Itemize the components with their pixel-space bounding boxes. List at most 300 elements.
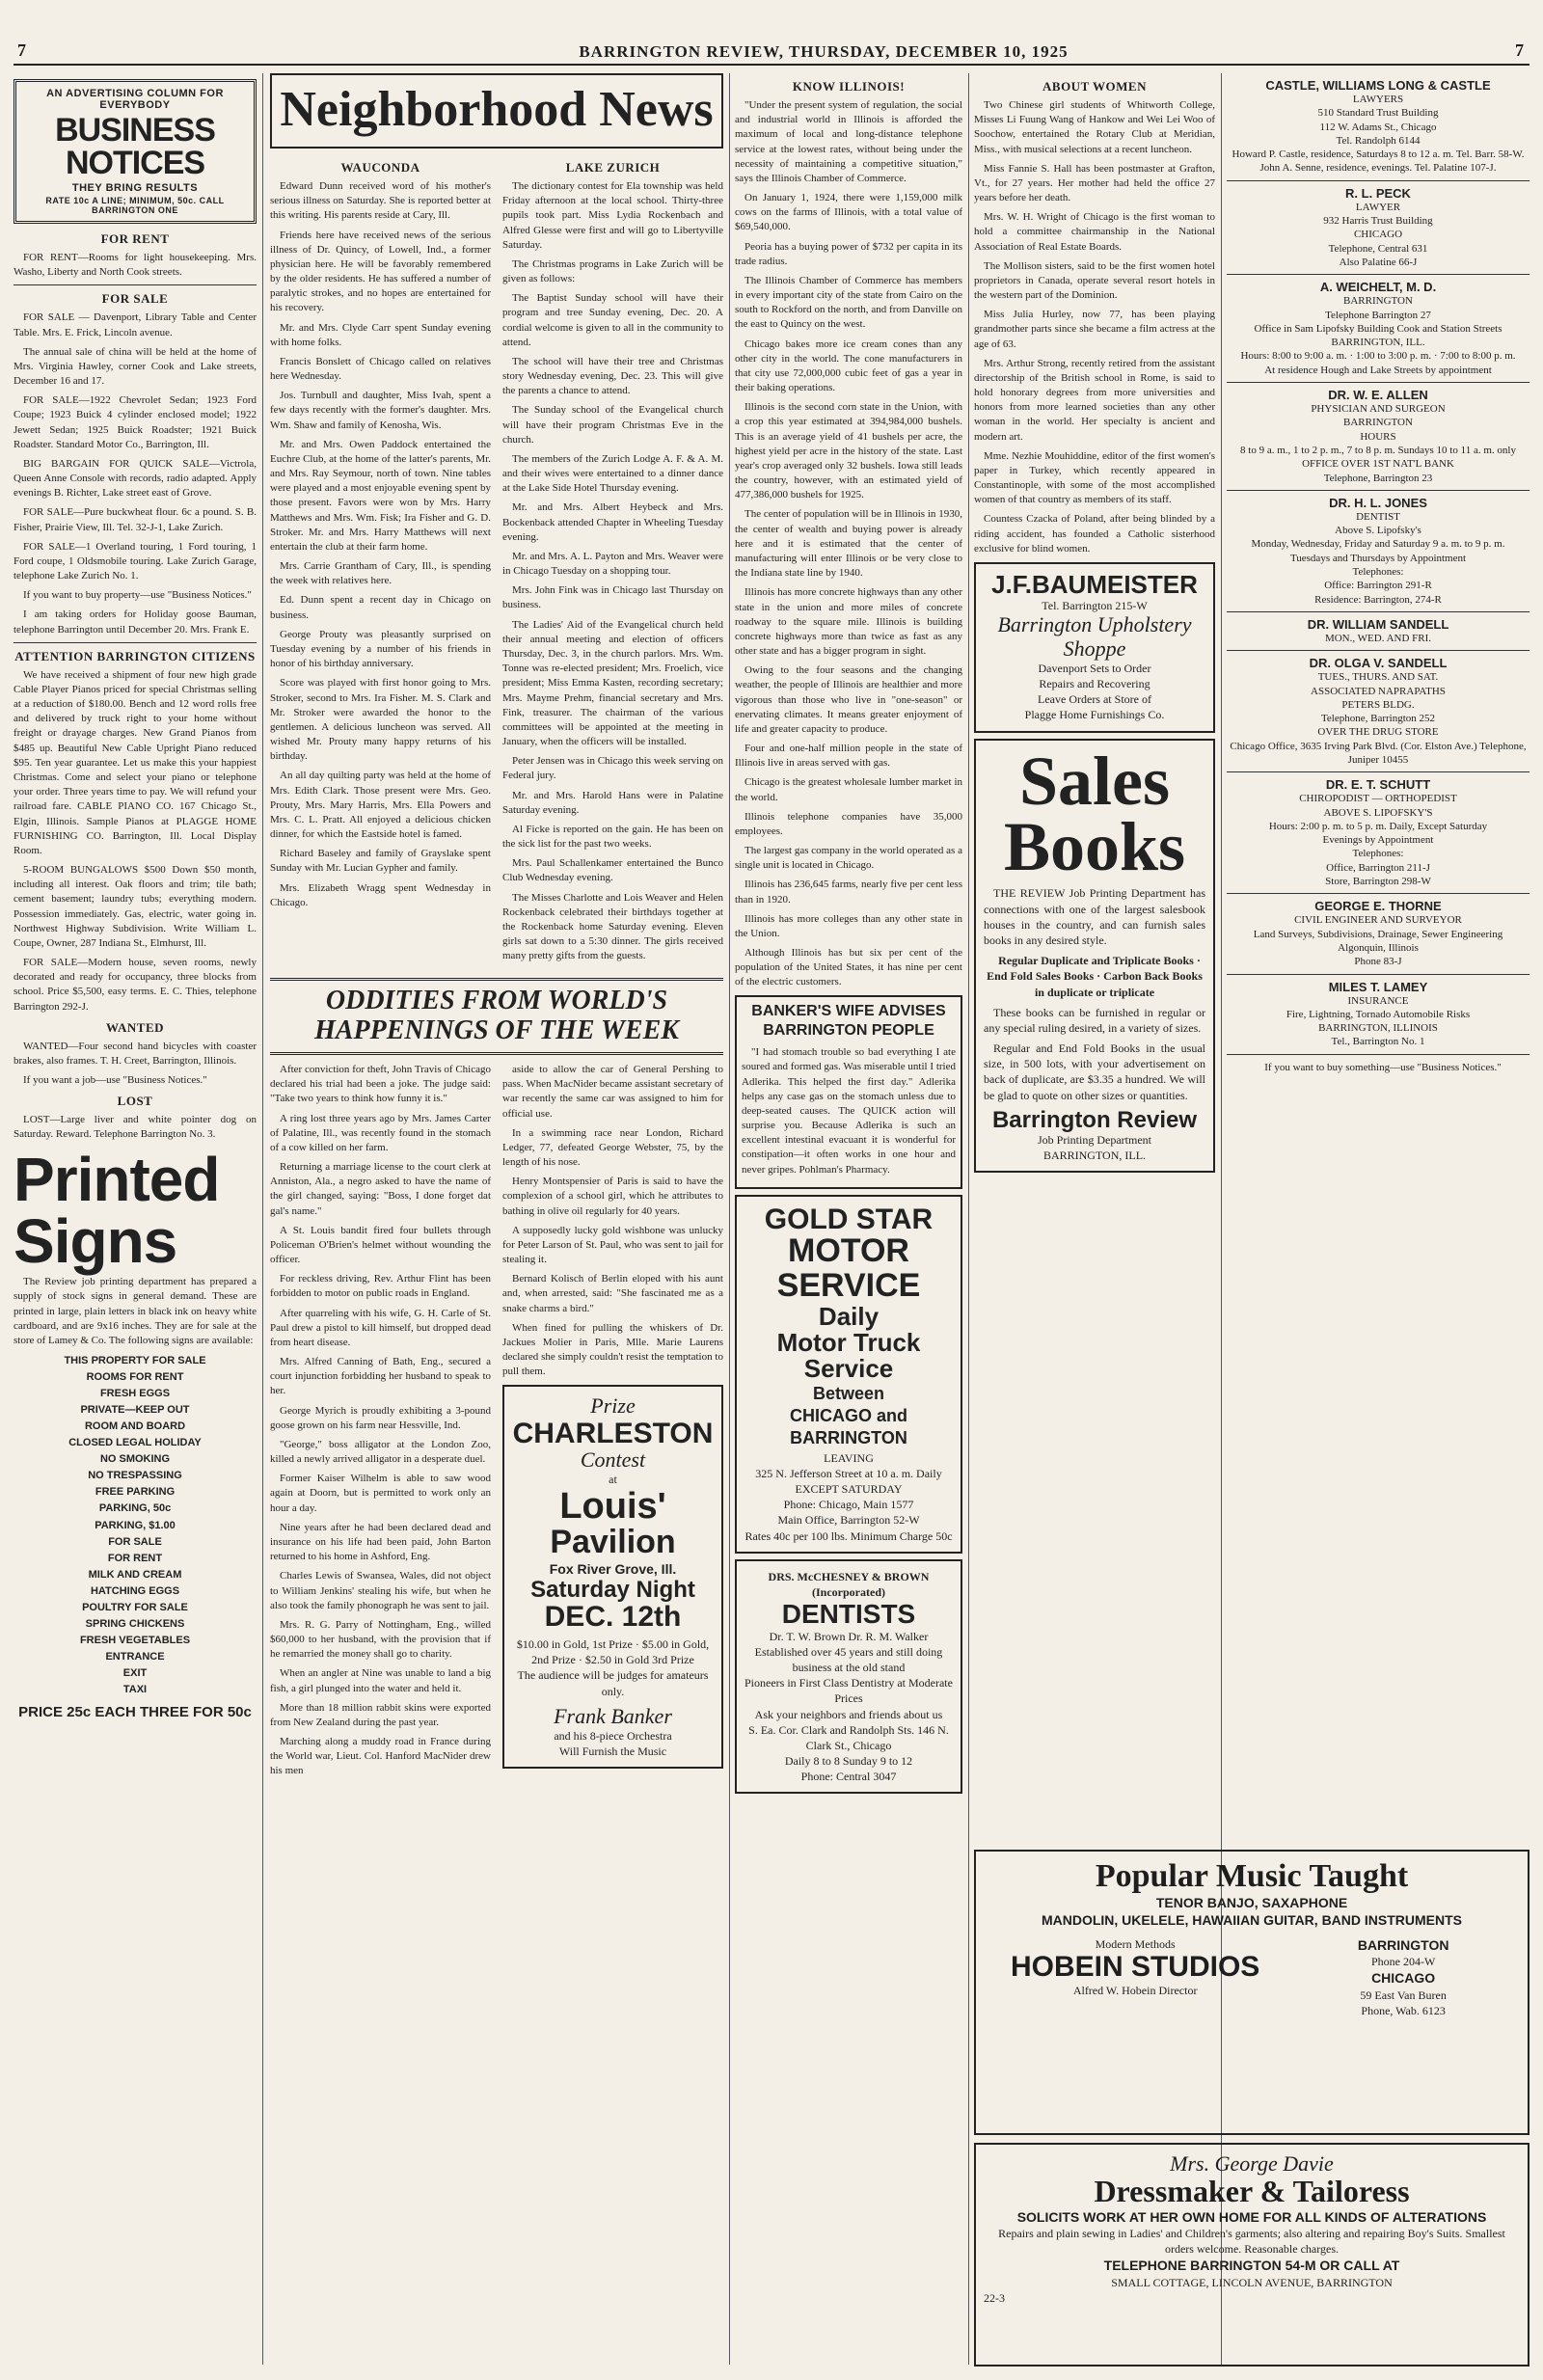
wauconda-items [270,179,491,910]
directory-card-line: BARRINGTON [1343,295,1413,308]
directory-card-line: Telephone, Barrington 252 [1320,713,1436,725]
directory-card-name: GEORGE E. THORNE [1314,899,1442,914]
sign-item: TAXI [122,1683,148,1695]
dentists-addr: S. Ea. Cor. Clark and Randolph Sts. 146 N. Clark St., Chicago [748,1722,949,1752]
directory-card [1227,612,1529,651]
directory-card-line: Howard P. Castle, residence, Saturdays 8 to 12 a. m. Tel. Barr. 58-W. [1232,149,1525,161]
sales-books-text3: Regular and End Fold Books in the usual size, in 500 lots, with your advertisement on back of duplicate, are $3.35 a hundred. We will be glad to quote on other sizes or quantities. [984,1041,1205,1102]
dentists-names: Dr. T. W. Brown Dr. R. M. Walker [769,1629,929,1643]
directory-card-line: HOURS [1360,430,1396,443]
know-illinois-item: Although Illinois has but six per cent of the population of the United States, it has nine per cent of the electric customers. [735,947,962,988]
directory-card-line: PHYSICIAN AND SURGEON [1311,403,1446,416]
oddities-right [502,1063,723,1379]
about-women-item: The Mollison sisters, said to be the first women hotel proprietors in Canada, operate several resort hotels in the western part of the Dominion. [974,259,1215,302]
directory-card [1227,894,1529,974]
directory-footer: If you want to buy something—use "Business Notices." [1264,1061,1502,1073]
directory-card [1227,181,1529,275]
for-sale-ad: BIG BARGAIN FOR QUICK SALE—Victrola, Queen Anne Console with records, radio adapted. Apply evenings B. Richter, Lake street east of Grove. [14,457,257,500]
know-illinois-item: Illinois is the second corn state in the Union, with a crop this year estimated at 394,984,000 bushels. This is an average yield of 41 bushels per acre, the highest yield per acre in the history of the state. Last year's crop averaged only 32 bushels. Iowa still leads the country, however, with an estimated yield of 477,386,000 bushels for 1925. [735,401,962,501]
oddity-item: A ring lost three years ago by Mrs. James Carter of Palatine, Ill., was recently found in the stomach of a cow killed on her farm. [270,1112,491,1153]
dress-line1: SOLICITS WORK AT HER OWN HOME FOR ALL KINDS OF ALTERATIONS [1016,2208,1487,2225]
dentists-ask: Ask your neighbors and friends about us [754,1707,943,1721]
dress-name: Mrs. George Davie [1170,2151,1334,2176]
sign-item: NO SMOKING [99,1453,171,1466]
lake-zurich-item: The members of the Zurich Lodge A. F. & A. M. and their wives were entertained to a dinner dance at the Lake Side Hotel Thursday evening. [502,452,723,495]
for-sale-ad: I am taking orders for Holiday goose Bauman, telephone Barrington until December 20. Mrs. Frank E. [14,609,257,636]
band-line3: Will Furnish the Music [558,1744,667,1759]
about-women-item: Miss Julia Hurley, now 77, has been playing grandmother parts since she became a film actress at the age of 63. [974,309,1215,350]
gs-line12: Phone: Chicago, Main 1577 [783,1498,914,1512]
masthead [14,35,1529,66]
gs-line10: LEAVING [824,1450,874,1465]
know-illinois-item: "Under the present system of regulation, the social and industrial world in Illinois is afforded the maximum of local and long-distance telephone service at the lowest rates, without being under the necessity of maintaining a competitive situation," says the Illinois Chamber of Commerce. [735,99,962,184]
music-city: BARRINGTON [1357,1937,1449,1954]
directory-card [1227,383,1529,491]
saturday-line: Saturday Night [530,1577,695,1604]
baumeister-line3: Leave Orders at Store of [1038,692,1151,707]
wauconda-item: Edward Dunn received word of his mother's serious illness on Saturday. She is reported better at this writing. His parents reside at Cary, Ill. [270,180,491,222]
prizes-line: $10.00 in Gold, 1st Prize · $5.00 in Gold, 2nd Prize · $2.50 in Gold 3rd Prize [516,1636,710,1667]
oddity-item: A St. Louis bandit fired four bullets through Policeman O'Brien's helmet without wounding the officer. [270,1224,491,1266]
for-sale-ad: FOR SALE—Pure buckwheat flour. 6c a pound. S. B. Fisher, Prairie View, Ill. Tel. 32-J-1, Lake Zurich. [14,506,257,533]
directory-card-line: BARRINGTON [1343,417,1413,429]
know-illinois-item: Illinois has more concrete highways than any other state in the union and more miles of concrete roadway to the square mile. Illinois is building concrete highways more than twice as fast as any other state and has a bigger program in sight. [735,586,962,658]
lake-zurich-item: Mr. and Mrs. A. L. Payton and Mrs. Weaver were in Chicago Tuesday on a shopping tour. [502,550,723,578]
directory-card-line: PETERS BLDG. [1341,698,1415,711]
directory-card-line: BARRINGTON, ILLINOIS [1318,1022,1438,1035]
oddity-item: Marching along a muddy road in France during the World war, Lieut. Col. Hanford MacNider drew his men [270,1736,491,1777]
louis-line: Louis' [559,1485,666,1527]
band-name: Frank Banker [554,1703,672,1728]
about-women-items [974,98,1215,556]
dentists-phone: Phone: Central 3047 [800,1770,897,1784]
directory-card-line: Office, Barrington 211-J [1326,861,1430,874]
know-illinois-item: On January 1, 1924, there were 1,159,000 milk cows on the farms of Illinois, with a total value of $69,540,000. [735,192,962,233]
wanted-ad: WANTED—Four second hand bicycles with coaster brakes, also frames. T. H. Creet, Barrington, Illinois. [14,1040,257,1067]
wauconda-item: An all day quilting party was held at the home of Mrs. Edith Clark. Those present were Mrs. Geo. Prouty, Mrs. Mary Harris, Mrs. Ella Powers and Mrs. C. L. Pratt. All enjoyed a delicious chicken dinner, for which the Eastside hotel is famed. [270,770,491,841]
location-line: Fox River Grove, Ill. [549,1561,677,1578]
at-line: at [609,1473,617,1487]
music-heading: Popular Music Taught [1095,1858,1409,1894]
directory-card [1227,772,1529,894]
baumeister-line1: Davenport Sets to Order [1038,661,1151,675]
band-line2: and his 8-piece Orchestra [554,1728,672,1743]
oddity-item: After conviction for theft, John Travis of Chicago declared his trial had been a joke. The judge said: "Take two years to think how funny it is." [270,1064,491,1105]
directory-card-line: Store, Barrington 298-W [1325,876,1431,888]
oddity-item: George Myrich is proudly exhibiting a 3-pound goose grown on his farm near Hessville, Ind. [270,1404,491,1431]
music-line1: TENOR BANJO, SAXAPHONE [1155,1894,1348,1910]
sign-item: ROOMS FOR RENT [86,1371,184,1384]
prize-line: Prize [590,1393,636,1419]
directory-card-line: 510 Standard Trust Building [1317,107,1439,120]
dress-heading: Dressmaker & Tailoress [1094,2174,1410,2209]
music-methods: Modern Methods [1095,1937,1176,1952]
oddities-heading: ODDITIES FROM WORLD'S HAPPENINGS OF THE WEEK [270,978,723,1055]
about-women-item: Two Chinese girl students of Whitworth College, Misses Li Fuung Wang of Hankow and Wei Lei Woo of Soochow, entertained the Rotary Club at Meridian, Miss., with musical selections at a recent luncheon. [974,99,1215,155]
lost-heading: LOST [117,1094,153,1109]
dentists-firm: DRS. McCHESNEY & BROWN (Incorporated) [768,1569,930,1600]
directory-card-name: CASTLE, WILLIAMS LONG & CASTLE [1265,78,1491,93]
wanted-job-ad: If you want a job—use "Business Notices." [23,1074,207,1087]
wauconda-item: Richard Baseley and family of Grayslake spent Sunday with Mr. Lucian Gypher and family. [270,848,491,875]
wauconda-item: Mrs. Elizabeth Wragg spent Wednesday in Chicago. [270,881,491,908]
about-women-item: Mme. Nezhie Mouhiddine, editor of the first women's paper in Turkey, which recently appeared in Constantinople, with some of the most accomplished women of that country as members of its staff. [974,449,1215,506]
gs-line13: Main Office, Barrington 52-W [777,1513,920,1528]
sign-item: FOR RENT [107,1552,163,1564]
directory-card-line: CHIROPODIST — ORTHOPEDIST [1299,793,1457,805]
directory-card [1227,73,1529,181]
neighborhood-news-title: Neighborhood News [270,73,723,149]
sales-books-text: THE REVIEW Job Printing Department has connections with one of the largest salesbook houses in the country, and can furnish sales books in any desired style. [984,886,1205,947]
oddity-item: Returning a marriage license to the court clerk at Anniston, Ala., a negro asked to have the name of the girl changed, saying: "Boss, I done forget dat gal's name." [270,1161,491,1217]
dentists-est: Established over 45 years and still doing business at the old stand [754,1644,943,1674]
date-line: DEC. 12th [544,1601,682,1634]
dressmaker-ad [974,2143,1529,2366]
oddities-subcolumns [270,1063,723,1784]
directory-card-line: 112 W. Adams St., Chicago [1319,121,1437,133]
wanted-heading: WANTED [105,1019,165,1035]
gs-line11: 325 N. Jefferson Street at 10 a. m. Daily EXCEPT SATURDAY [755,1466,942,1497]
directory-card-name: R. L. PECK [1345,185,1411,201]
directory-card-line: Phone 83-J [1354,956,1402,968]
directory-card-line: CHICAGO [1353,229,1403,241]
oddity-item: In a swimming race near London, Richard Ledger, 77, defeated George Webster, 75, by the length of his nose. [502,1126,723,1169]
directory-card-line: Fire, Lightning, Tornado Automobile Risks [1286,1008,1471,1020]
banker-heading: BANKER'S WIFE ADVISES BARRINGTON PEOPLE [751,1002,946,1040]
directory-card-line: MON., WED. AND FRI. [1324,632,1432,644]
lake-zurich-item: The Misses Charlotte and Lois Weaver and Helen Rockenback celebrated their birthdays together at the Rockenback home Saturday evening. Eleven girls sat down to a 5:30 dinner. The girls received many pretty gifts from the guests. [502,891,723,962]
baumeister-shop: Barrington Upholstery Shoppe [997,612,1192,661]
for-sale-ad: FOR SALE — Davenport, Library Table and Center Table. Mrs. E. Frick, Lincoln avenue. [14,311,257,338]
wauconda-item: Francis Bonslett of Chicago called on relatives here Wednesday. [270,355,491,383]
oddity-item: Mrs. R. G. Parry of Nottingham, Eng., willed $60,000 to her husband, with the provision that if he remarried the money shall go to charity. [270,1618,491,1661]
dress-line4: SMALL COTTAGE, LINCOLN AVENUE, BARRINGTON [1111,2275,1393,2289]
sales-books-ad [974,739,1215,1174]
directory-card-line: John A. Senne, residence, evenings. Tel. Palatine 107-J. [1259,162,1497,175]
directory-card-line: Evenings by Appointment [1322,834,1434,847]
sign-item: POULTRY FOR SALE [82,1601,188,1613]
signs-price: PRICE 25c EACH THREE FOR 50c [18,1704,252,1721]
sales-books-items: Regular Duplicate and Triplicate Books · End Fold Sales Books · Carbon Back Books in duplicate or triplicate [987,954,1203,999]
wauconda-item: George Prouty was pleasantly surprised on Tuesday evening by a number of his friends in honor of his birthday anniversary. [270,628,491,670]
directory-card-line: Telephone, Barrington 23 [1323,472,1433,484]
baumeister-tel: Tel. Barrington 215-W [1042,599,1148,613]
wauconda-heading: WAUCONDA [340,160,420,175]
directory-card-name: MILES T. LAMEY [1328,979,1428,994]
sign-item: PARKING, 50c [98,1502,172,1515]
printed-heading: Printed [14,1144,220,1214]
oddity-item: Nine years after he had been declared dead and insurance on his life had been paid, John Barton returned to his home in Ashford, Eng. [270,1521,491,1563]
directory-card-line: OFFICE OVER 1ST NAT'L BANK [1302,458,1454,471]
sign-item: FRESH EGGS [99,1388,171,1400]
gs-line1: GOLD STAR [764,1203,934,1235]
directory-card-name: DR. OLGA V. SANDELL [1309,656,1448,671]
oddity-item: Former Kaiser Wilhelm is able to saw wood again at Doorn, but is permitted to work only an hour a day. [270,1473,491,1514]
lake-zurich-item: Mr. and Mrs. Harold Hans were in Palatine Saturday evening. [502,789,723,816]
directory-card-line: Residence: Barrington, 274-R [1314,593,1442,606]
lake-zurich-item: Al Ficke is reported on the gain. He has been on the sick list for the past two weeks. [502,823,723,851]
directory-card-name: A. WEICHELT, M. D. [1319,280,1437,295]
dentists-pioneers: Pioneers in First Class Dentistry at Moderate Prices [744,1676,953,1706]
about-women-item: Countess Czacka of Poland, after being blinded by a riding accident, has founded a Catholic sisterhood exclusive for blind women. [974,513,1215,554]
directory-card-line: Telephone, Central 631 [1328,242,1428,255]
wauconda-item: Mr. and Mrs. Owen Paddock entertained the Euchre Club, at the home of the latter's parents, Mr. and Mrs. Ray Seymour, north of town. Nine tables were played and a most enjoyable evening spent by those present. Favors were won by Mrs. Harry Matthews and Mrs. Wm. Fisk; Ira Fisher and G. D. Stroker. Mr. and Mrs. Harry Matthews will next entertain the club at their farm home. [270,438,491,553]
directory-card-line: Monday, Wednesday, Friday and Saturday 9 a. m. to 9 p. m. [1251,538,1505,551]
bn-top-line: AN ADVERTISING COLUMN FOR EVERYBODY [46,88,224,111]
sales-word: Sales [1018,742,1171,820]
sign-item: FREE PARKING [95,1486,176,1499]
gs-line3: SERVICE [776,1266,921,1304]
sales-books-city: BARRINGTON, ILL. [1042,1149,1147,1163]
note-line: The audience will be judges for amateurs only. [517,1668,709,1698]
directory-card-line: Chicago Office, 3635 Irving Park Blvd. (Cor. Elston Ave.) Telephone, Juniper 10455 [1230,740,1527,766]
for-sale-ad: The annual sale of china will be held at the home of Mrs. Virginia Hawley, corner Cook and Lake streets, December 16 and 17. [14,345,257,388]
sign-item: MILK AND CREAM [88,1568,182,1581]
know-illinois-item: Chicago is the greatest wholesale lumber market in the world. [735,776,962,803]
lake-zurich-item: The Baptist Sunday school will have their program and tree Sunday evening, Dec. 20. A cordial welcome is given to all in the community to attend. [502,292,723,348]
lake-zurich-column [502,154,723,968]
wauconda-column [270,154,491,968]
directory-card-line: Office in Sam Lipofsky Building Cook and Station Streets BARRINGTON, ILL. [1254,322,1502,349]
news-subcolumns [270,154,723,968]
contest-line: Contest [580,1447,646,1473]
directory-card-line: Algonquin, Illinois [1338,941,1419,954]
directory-card-line: Tuesdays and Thursdays by Appointment [1289,552,1467,564]
directory-card-name: DR. E. T. SCHUTT [1325,777,1431,793]
lake-zurich-heading: LAKE ZURICH [565,160,661,175]
wauconda-item: Score was played with first honor going to Mrs. Stroker, second to Mrs. Ira Fisher. M. S. Clark and Mr. Stroker were awarded the honor to the gentlemen. A delicious luncheon was served. All wished Mr. Prouty many happy returns of his birthday. [270,677,491,763]
lake-zurich-item: Mrs. John Fink was in Chicago last Thursday on business. [502,584,723,611]
wauconda-item: Mr. and Mrs. Clyde Carr spent Sunday evening with home folks. [270,321,491,348]
bn-rate: RATE 10c A LINE; MINIMUM, 50c. CALL BARRINGTON ONE [45,196,225,215]
directory-card [1227,275,1529,383]
pavilion-line: Pavilion [550,1524,676,1561]
know-illinois-item: The center of population will be in Illinois in 1930, the center of wealth and buying power is already here and it is estimated that the center of manufacturing will enter Illinois or be very close to the Indiana state line by 1940. [735,508,962,580]
dress-line2: Repairs and plain sewing in Ladies' and Children's garments; also altering and repairing Boy's Suits. Smallest orders welcome. Reasonable charges. [998,2226,1505,2257]
professional-directory [1227,73,1529,1055]
oddity-item: aside to allow the car of General Pershing to pass. When MacNider became assistant secretary of war recently the same car was assigned to him for official use. [502,1064,723,1120]
sign-item: ENTRANCE [105,1650,165,1663]
gs-line5: Motor Truck [776,1327,921,1357]
know-illinois-items [735,98,962,990]
directory-card-line: Above S. Lipofsky's [1335,525,1421,537]
directory-card-line: Office: Barrington 291-R [1324,580,1432,592]
oddity-item: More than 18 million rabbit skins were exported from New Zealand during the past year. [270,1701,491,1728]
banker-ad [735,995,962,1189]
about-women-heading: ABOUT WOMEN [1042,79,1147,94]
sign-item: FRESH VEGETABLES [79,1634,191,1646]
know-illinois-item: Chicago bakes more ice cream cones than any other city in the world. The cone manufacturers in that city use 72,000,000 cubic feet of gas a year in their baking operations. [735,338,962,394]
oddity-item: A supposedly lucky gold wishbone was unlucky for Peter Larson of St. Paul, who was sent to jail for stealing it. [502,1224,723,1266]
music-director: Alfred W. Hobein Director [1072,1983,1198,1997]
sign-item: SPRING CHICKENS [85,1617,185,1630]
sign-item: HATCHING EGGS [90,1584,180,1597]
bn-sub: THEY BRING RESULTS [71,182,199,194]
oddity-item: Charles Lewis of Swansea, Wales, did not object to William Jenkins' stealing his wife, but when he also took the family phonograph he was sent to jail. [270,1570,491,1611]
about-women-item: Miss Fannie S. Hall has been postmaster at Grafton, Vt., for 27 years. Her mother had held the office 27 years before her death. [974,162,1215,204]
directory-card-line: Tel., Barrington No. 1 [1331,1036,1425,1048]
for-sale-ad: FOR SALE—1 Overland touring, 1 Ford touring, 1 Ford coupe, 1 Oldsmobile touring. Lake Zurich Garage, telephone Lake Zurich No. 1. [14,540,257,582]
know-illinois-item: Owing to the four seasons and the changing weather, the people of Illinois are healthier and more vigorous than those who live in "one-season" or enervating climates. It means greater enjoyment of life and greater capacity to produce. [735,664,962,735]
directory-card-line: Hours: 8:00 to 9:00 a. m. · 1:00 to 3:00 p. m. · 7:00 to 8:00 p. m. [1240,350,1516,363]
know-illinois-item: Peoria has a buying power of $732 per capita in its trade radius. [735,240,962,267]
gs-line14: Rates 40c per 100 lbs. Minimum Charge 50c [744,1528,953,1543]
attention-ad: We have received a shipment of four new high grade Cable Player Pianos priced for special Christmas selling at a reduction of $180.00. Bench and 12 word rolls free and delivered by truck right to your home without freight or drayage charges. New Grand Pianos from $485 up. Beautiful New Cable Upright Piano reduced $95. Ten year guarantee. Let us make this your happiest Christmas. Come and select your piano or telephone your order. Three years time to pay. We will refund your railroad fare. CABLE PIANO CO. 167 Chicago St., Elgin, Illinois. Sample Pianos at PLAGGE HOME FURNISHING CO. Barrington, Ill. Local Display Room. [14,668,257,856]
lake-zurich-items [502,179,723,963]
banker-text: "I had stomach trouble so bad everything I ate soured and formed gas. Was miserable until I tried Adlerika. This helped the first day." Adlerika helps any case gas on the stomach unless due to deep-seated causes. The QUICK action will surprise you. Because Adlerika is such an excellent intestinal evacuant it is wonderful for constipation—it often works in one hour and never gripes. Pohlman's Pharmacy. [742,1046,956,1176]
directory-card-line: Telephones: [1352,848,1404,860]
books-word: Books [1003,807,1186,885]
column-rule [968,73,969,2365]
music-phone: Phone 204-W [1370,1955,1436,1969]
music-line2: MANDOLIN, UKELELE, HAWAIIAN GUITAR, BAND INSTRUMENTS [1041,1911,1463,1928]
directory-card [1227,651,1529,772]
modern-house-ad: FOR SALE—Modern house, seven rooms, newly decorated and ready for occupancy, three blocks from school. Price $5,500, easy terms. E. C. Thies, telephone Barrington 292-J. [14,957,257,1013]
signs-list [14,1353,257,1698]
sign-item: NO TRESPASSING [88,1470,182,1482]
gs-line4: Daily [818,1301,880,1331]
for-sale-ad: FOR SALE—1922 Chevrolet Sedan; 1923 Ford Coupe; 1923 Buick 4 cylinder enclosed model; 1922 Jewett Sedan; 1925 Buick Roadster; 1921 Buick Roadster. Standard Motor Co., Barrington, Ill. [14,394,257,450]
know-illinois-item: Four and one-half million people in the state of Illinois live in areas served with gas. [735,743,962,770]
directory-card-line: OVER THE DRUG STORE [1317,726,1439,739]
directory-card-line: Telephone Barrington 27 [1325,309,1431,321]
sales-books-dept: Job Printing Department [1038,1133,1151,1147]
directory-card-line: INSURANCE [1347,994,1409,1007]
oddity-item: "George," boss alligator at the London Zoo, killed a newly arrived alligator in a desperate duel. [270,1438,491,1466]
directory-card-line: CIVIL ENGINEER AND SURVEYOR [1294,914,1462,927]
oddity-item: Henry Montspensier of Paris is said to have the complexion of a school girl, which he attributes to bathing in olive oil regularly for 40 years. [502,1176,723,1217]
dentists-hours: Daily 8 to 8 Sunday 9 to 12 [784,1754,913,1769]
lake-zurich-item: The Sunday school of the Evangelical church will have their program Christmas Eve in the church. [502,404,723,446]
divider [14,284,257,285]
attention-heading: ATTENTION BARRINGTON CITIZENS [14,648,256,663]
sign-item: ROOM AND BOARD [84,1420,186,1433]
lake-zurich-item: The school will have their tree and Christmas story Wednesday evening, Dec. 23. This will give the parents a chance to attend. [502,355,723,397]
gold-star-ad [735,1195,962,1554]
dentists-title: DENTISTS [781,1599,916,1630]
oddity-item: For reckless driving, Rev. Arthur Flint has been forbidden to motor on public roads in England. [270,1273,491,1300]
wauconda-item: Mrs. Carrie Grantham of Cary, Ill., is spending the week with relatives here. [270,560,491,587]
oddity-item: When an angler at Nine was unable to land a big fish, a girl plunged into the water and held it. [270,1667,491,1694]
directory-card-line: LAWYER [1355,201,1401,213]
lake-zurich-item: Mr. and Mrs. Albert Heybeck and Mrs. Bockenback attended Chapter in Wheeling Tuesday evening. [502,501,723,543]
column-rule [729,73,730,2365]
page-number-left: 7 [17,41,26,60]
lake-zurich-item: Peter Jensen was in Chicago this week serving on Federal jury. [502,755,723,782]
know-illinois-item: The largest gas company in the world operated as a single unit is located in Chicago. [735,845,962,872]
gs-line9: BARRINGTON [790,1428,907,1448]
masthead-title: BARRINGTON REVIEW, THURSDAY, DECEMBER 10, 1925 [579,42,1069,61]
directory-column [1227,73,1529,1840]
oddity-item: When fined for pulling the whiskers of Dr. Jackues Molier in Paris, Mlle. Marie Laurens declared she simply couldn't resist the temptation to pull them. [502,1321,723,1378]
for-rent-heading: FOR RENT [100,231,170,246]
directory-card-line: TUES., THURS. AND SAT. [1317,671,1439,684]
directory-card-line: At residence Hough and Lake Streets by appointment [1264,364,1492,376]
dress-line3: TELEPHONE BARRINGTON 54-M OR CALL AT [1103,2258,1400,2274]
page-number-right: 7 [1515,41,1524,60]
lake-zurich-item: Mrs. Paul Schallenkamer entertained the Bunco Club Wednesday evening. [502,857,723,884]
directory-card-name: DR. H. L. JONES [1329,495,1427,510]
lost-ad: LOST—Large liver and white pointer dog on Saturday. Reward. Telephone Barrington No. 3. [14,1114,257,1141]
know-illinois-column [735,73,962,2365]
bungalow-ad: 5-ROOM BUNGALOWS $500 Down $50 month, including all interest. Oak floors and trim; tile bath; cement basement; laundry tubs; everything modern. Possession immediately. Gas, electric, water going in. Northwest Highway Subdivision. Write William L. Coupe, Owner, 287 Indiana St., Elmhurst, Ill. [14,864,257,949]
music-studio: HOBEIN STUDIOS [1010,1951,1260,1984]
lake-zurich-item: The Christmas programs in Lake Zurich will be given as follows: [502,257,723,285]
music-ad [974,1850,1529,2135]
baumeister-ad [974,562,1215,733]
for-sale-list [14,311,257,636]
oddities-left [270,1063,491,1784]
sign-item: CLOSED LEGAL HOLIDAY [68,1437,202,1449]
oddities-right-column [502,1063,723,1784]
about-women-item: Mrs. W. H. Wright of Chicago is the first woman to hold a committee chairmanship in the National Association of Real Estate Boards. [974,211,1215,253]
signs-description: The Review job printing department has prepared a supply of stock signs in general demand. These are printed in large, plain letters in black ink on heavy white cardboard, and are 9x16 inches. They are for sale at the store of Lamey & Co. The following signs are available: [14,1276,257,1346]
lake-zurich-item: The dictionary contest for Ela township was held Friday afternoon at the local school. Thirty-three pupils took part. Miss Lydia Rockenbach and Alfred Glesse were first and will go to Libertyville Saturday. [502,180,723,251]
business-notices-column [14,73,257,2365]
sign-item: PARKING, $1.00 [95,1519,176,1531]
know-illinois-heading: KNOW ILLINOIS! [792,79,906,94]
directory-card-line: 932 Harris Trust Building [1323,215,1433,228]
sales-books-firm: Barrington Review [991,1106,1198,1133]
music-phone2: Phone, Wab. 6123 [1361,2003,1446,2017]
sign-item: FOR SALE [108,1535,162,1548]
wauconda-item: Ed. Dunn spent a recent day in Chicago on business. [270,594,491,621]
directory-card-line: LAWYERS [1352,94,1404,105]
directory-card-name: DR. W. E. ALLEN [1328,388,1428,403]
directory-card-line: Tel. Randolph 6144 [1336,134,1421,147]
sign-item: PRIVATE—KEEP OUT [80,1404,190,1417]
for-sale-ad: If you want to buy property—use "Business Notices." [23,589,252,602]
directory-card-line: DENTIST [1356,510,1400,523]
music-addr: 59 East Van Buren [1360,1988,1447,2002]
directory-card-line: Also Palatine 66-J [1339,256,1418,268]
charleston-line: CHARLESTON [512,1417,714,1449]
directory-card-line: ASSOCIATED NAPRAPATHS [1311,685,1446,697]
wauconda-item: Friends here have received news of the serious illness of Dr. Quincy, of Lowell, Ind., a former physician here. He will be favorably remembered by the older residents. He has suffered a number of paralytic strokes, and no hopes are entertained for his recovery. [270,229,491,314]
about-women-item: Mrs. Arthur Strong, recently retired from the assistant directorship of the British school in Rome, is said to hold honorary degrees from more universities and honors from more learned societies than any other woman in the world. Her specialty is ancient and modern art. [974,357,1215,443]
baumeister-line2: Repairs and Recovering [1039,677,1150,691]
lake-zurich-item: The Ladies' Aid of the Evangelical church held their annual meeting and election of officers Thursday, Dec. 3, in the church parlors. Mrs. Wm. Tonne was re-elected president; Mrs. Froelich, vice president; Miss Emma Kasten, recording secretary; Mrs. Mayme Prehm, financial secretary and Mrs. Fink, treasurer. The chairman of the various committees will be appointed at the meeting in January, when the officers will be installed. [502,618,723,748]
directory-card-line: 8 to 9 a. m., 1 to 2 p. m., 7 to 8 p. m. Sundays 10 to 11 a. m. only [1240,444,1516,456]
know-illinois-item: Illinois has more colleges than any other state in the Union. [735,912,962,939]
directory-card [1227,491,1529,612]
neighborhood-news [270,73,723,2365]
music-chicago: CHICAGO [1371,1970,1436,1987]
know-illinois-item: The Illinois Chamber of Commerce has members in every important city of the state from Cairo on the south to Rockford on the north, and from Danville on the east to Quincy on the west. [735,274,962,331]
directory-card-line: Hours: 2:00 p. m. to 5 p. m. Daily, Except Saturday [1268,820,1488,832]
baumeister-line4: Plagge Home Furnishings Co. [1024,708,1165,722]
gs-line2: MOTOR [788,1232,909,1270]
sign-item: THIS PROPERTY FOR SALE [64,1355,206,1367]
oddity-item: Mrs. Alfred Canning of Bath, Eng., secured a court injunction forbidding her husband to speak to her. [270,1356,491,1397]
dentists-ad [735,1559,962,1795]
directory-card-line: ABOVE S. LIPOFSKY'S [1323,806,1433,819]
for-sale-heading: FOR SALE [101,291,169,307]
sales-books-text2: These books can be furnished in regular or any special ruling desired, in a variety of sizes. [984,1005,1205,1035]
gs-line8: CHICAGO and [789,1405,907,1425]
baumeister-name: J.F.BAUMEISTER [991,569,1198,599]
sign-item: EXIT [122,1666,148,1679]
directory-card-line: Telephones: [1352,566,1404,579]
oddity-item: After quarreling with his wife, G. H. Carle of St. Paul drew a pistol to kill himself, but dropped dead from heart disease. [270,1307,491,1348]
for-rent-ad: FOR RENT—Rooms for light housekeeping. Mrs. Washo, Liberty and North Cook streets. [14,252,257,279]
directory-card-name: DR. WILLIAM SANDELL [1307,616,1449,632]
prize-charleston-ad [502,1385,723,1769]
directory-card [1227,975,1529,1055]
business-notices-header [14,79,257,224]
divider [14,642,257,643]
gs-line6: Service [803,1354,894,1384]
